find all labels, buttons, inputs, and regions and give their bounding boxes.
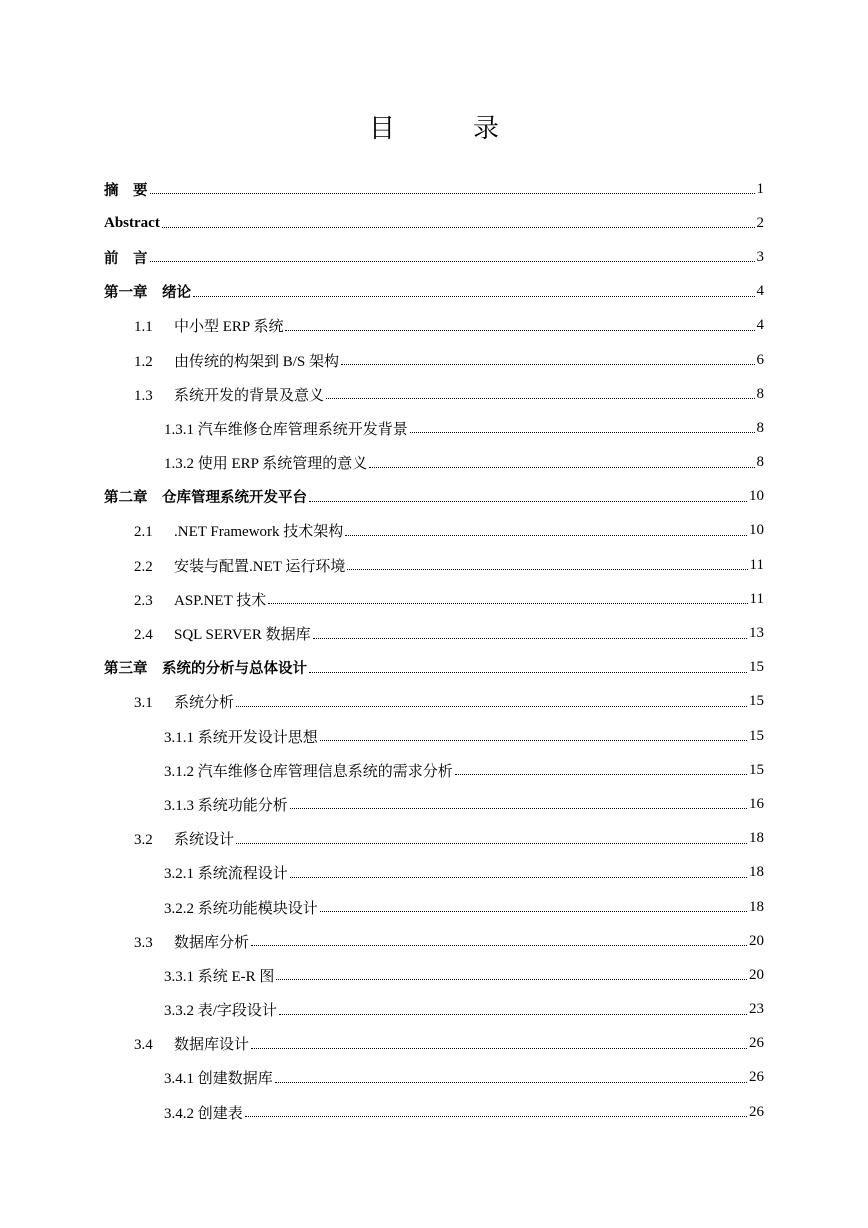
- toc-entry[interactable]: [104, 275, 764, 309]
- toc-entry-text: 安装与配置.NET 运行环境: [174, 558, 346, 575]
- dot-leader: [326, 397, 754, 399]
- toc-entry-number: 3.2: [134, 832, 153, 849]
- toc-entry-number: 3.4: [134, 1037, 153, 1054]
- toc-entry-label: [164, 794, 288, 815]
- toc-entry[interactable]: [104, 206, 764, 240]
- toc-entry-number: 3.3: [134, 934, 153, 951]
- toc-entry[interactable]: [104, 446, 764, 480]
- toc-entry-page: 3: [756, 248, 764, 265]
- toc-entry-text: 系统设计: [174, 832, 235, 849]
- toc-title: 目 录: [368, 114, 525, 144]
- toc-entry-label: [104, 179, 148, 200]
- toc-entry[interactable]: [104, 411, 764, 445]
- toc-entry-label: [104, 657, 307, 678]
- dot-leader: [341, 363, 754, 365]
- toc-entry-text: SQL SERVER 数据库: [174, 627, 311, 644]
- toc-entry-text: 1.3.1 汽车维修仓库管理系统开发背景: [164, 421, 408, 438]
- toc-entry-text: 前 言: [104, 250, 148, 267]
- toc-entry-text: 3.1.1 系统开发设计思想: [164, 729, 318, 746]
- dot-leader: [236, 842, 747, 844]
- toc-entry-label: [134, 315, 283, 336]
- toc-entry-label: [164, 1102, 243, 1123]
- toc-entry-label: [134, 623, 311, 644]
- toc-entry[interactable]: [104, 958, 764, 992]
- toc-entry-number: 2.2: [134, 558, 153, 575]
- toc-entry-label: [164, 760, 453, 781]
- toc-entry-text: 第三章 系统的分析与总体设计: [104, 661, 307, 678]
- toc-entry-label: [164, 897, 318, 918]
- dot-leader: [162, 226, 755, 228]
- dot-leader: [150, 192, 755, 194]
- dot-leader: [309, 500, 747, 502]
- dot-leader: [313, 637, 747, 639]
- toc-entry-page: 11: [749, 590, 764, 607]
- toc-entry-label: [134, 828, 234, 849]
- toc-entry-page: 8: [756, 385, 764, 402]
- dot-leader: [309, 671, 747, 673]
- toc-entry-number: 1.3: [134, 387, 153, 404]
- toc-entry-label: [104, 247, 148, 268]
- toc-entry[interactable]: [104, 993, 764, 1027]
- toc-entry-text: 系统开发的背景及意义: [174, 387, 325, 404]
- toc-entry-label: [164, 965, 274, 986]
- dot-leader: [290, 807, 747, 809]
- toc-entry[interactable]: [104, 240, 764, 274]
- toc-entry-text: 3.3.2 表/字段设计: [164, 1003, 277, 1020]
- dot-leader: [268, 602, 747, 604]
- toc-entry[interactable]: [104, 616, 764, 650]
- toc-entry-label: [104, 215, 160, 232]
- toc-entry-page: 15: [749, 761, 764, 778]
- dot-leader: [410, 431, 755, 433]
- toc-entry[interactable]: [104, 1027, 764, 1061]
- dot-leader: [279, 1013, 747, 1015]
- toc-entry-label: [134, 350, 339, 371]
- toc-entry-page: 8: [756, 454, 764, 471]
- dot-leader: [236, 705, 747, 707]
- toc-entry-page: 16: [749, 795, 764, 812]
- toc-entry-page: 18: [749, 898, 764, 915]
- toc-entry-text: 3.4.1 创建数据库: [164, 1071, 273, 1088]
- toc-entry-label: [164, 862, 288, 883]
- toc-entry-number: 2.4: [134, 627, 153, 644]
- toc-entry-label: [134, 589, 266, 610]
- dot-leader: [290, 876, 747, 878]
- toc-entry-text: 3.1.3 系统功能分析: [164, 797, 288, 814]
- toc-entry-text: 3.1.2 汽车维修仓库管理信息系统的需求分析: [164, 763, 453, 780]
- toc-entry-text: 由传统的构架到 B/S 架构: [174, 353, 340, 370]
- toc-entry-label: [134, 384, 324, 405]
- dot-leader: [320, 910, 747, 912]
- toc-entry[interactable]: [104, 514, 764, 548]
- dot-leader: [150, 260, 755, 262]
- toc-entry-label: [134, 1033, 249, 1054]
- dot-leader: [285, 329, 754, 331]
- toc-entry-label: [164, 1067, 273, 1088]
- dot-leader: [276, 978, 747, 980]
- toc-entry[interactable]: [104, 924, 764, 958]
- dot-leader: [251, 944, 747, 946]
- toc-entry[interactable]: [104, 172, 764, 206]
- toc-entry[interactable]: [104, 343, 764, 377]
- toc-entry-text: ASP.NET 技术: [174, 592, 267, 609]
- toc-entry-page: 23: [749, 1001, 764, 1018]
- toc-entry-page: 6: [756, 351, 764, 368]
- toc-entry-label: [134, 691, 234, 712]
- toc-entry-text: 第二章 仓库管理系统开发平台: [104, 490, 307, 507]
- toc-entry-text: 第一章 绪论: [104, 285, 191, 302]
- toc-entry[interactable]: [104, 1095, 764, 1129]
- dot-leader: [320, 739, 747, 741]
- toc-entry-text: 数据库设计: [174, 1037, 250, 1054]
- toc-entry-page: 20: [749, 966, 764, 983]
- toc-entry[interactable]: [104, 856, 764, 890]
- toc-entry[interactable]: [104, 822, 764, 856]
- toc-entry-text: 摘 要: [104, 182, 148, 199]
- dot-leader: [193, 295, 755, 297]
- toc-entry-page: 11: [749, 556, 764, 573]
- toc-entry[interactable]: [104, 1061, 764, 1095]
- toc-entry[interactable]: [104, 890, 764, 924]
- toc-entry[interactable]: [104, 548, 764, 582]
- toc-entry-text: 3.2.1 系统流程设计: [164, 866, 288, 883]
- toc-entry-number: 1.1: [134, 319, 153, 336]
- toc-entry-text: 系统分析: [174, 695, 235, 712]
- toc-entry-page: 13: [749, 625, 764, 642]
- dot-leader: [251, 1047, 747, 1049]
- dot-leader: [345, 534, 747, 536]
- toc-entry-text: 中小型 ERP 系统: [174, 319, 284, 336]
- toc-entry-page: 26: [749, 1069, 764, 1086]
- toc-entry-page: 10: [749, 522, 764, 539]
- toc-entry-label: [164, 452, 367, 473]
- toc-entry-page: 18: [749, 830, 764, 847]
- toc-entry-number: 2.3: [134, 592, 153, 609]
- toc-entry-number: 1.2: [134, 353, 153, 370]
- toc-entry-text: .NET Framework 技术架构: [174, 524, 344, 541]
- toc-entry[interactable]: [104, 309, 764, 343]
- toc-entry[interactable]: [104, 480, 764, 514]
- toc-entry-page: 26: [749, 1035, 764, 1052]
- toc-entry-text: 数据库分析: [174, 934, 250, 951]
- toc-entry-label: [134, 520, 343, 541]
- dot-leader: [347, 568, 747, 570]
- toc-entry-page: 4: [756, 317, 764, 334]
- toc-entry[interactable]: [104, 719, 764, 753]
- toc-entry-page: 15: [749, 659, 764, 676]
- toc-entry-page: 4: [756, 283, 764, 300]
- dot-leader: [245, 1115, 747, 1117]
- toc-entry-page: 15: [749, 693, 764, 710]
- toc-entry-label: [134, 555, 345, 576]
- toc-entry[interactable]: [104, 377, 764, 411]
- toc-entry-page: 15: [749, 727, 764, 744]
- dot-leader: [455, 773, 747, 775]
- toc-entry-text: 1.3.2 使用 ERP 系统管理的意义: [164, 456, 368, 473]
- table-of-contents: [104, 172, 764, 1129]
- toc-entry-number: 3.1: [134, 695, 153, 712]
- toc-entry-page: 2: [756, 214, 764, 231]
- dot-leader: [275, 1081, 747, 1083]
- dot-leader: [369, 466, 754, 468]
- toc-entry-label: [164, 418, 408, 439]
- toc-entry-text: 3.4.2 创建表: [164, 1105, 243, 1122]
- toc-entry-label: [104, 486, 307, 507]
- toc-entry[interactable]: [104, 787, 764, 821]
- toc-entry-label: [134, 931, 249, 952]
- toc-entry[interactable]: [104, 753, 764, 787]
- toc-entry-text: 3.3.1 系统 E-R 图: [164, 968, 275, 985]
- toc-entry-label: [104, 281, 191, 302]
- toc-entry-page: 10: [749, 488, 764, 505]
- toc-entry-text: Abstract: [104, 214, 160, 231]
- toc-entry-label: [164, 726, 318, 747]
- toc-entry-page: 1: [756, 180, 764, 197]
- toc-entry[interactable]: [104, 582, 764, 616]
- toc-entry-page: 8: [756, 419, 764, 436]
- toc-entry-page: 18: [749, 864, 764, 881]
- toc-entry-page: 20: [749, 932, 764, 949]
- toc-entry[interactable]: [104, 651, 764, 685]
- toc-entry[interactable]: [104, 685, 764, 719]
- toc-entry-label: [164, 999, 277, 1020]
- toc-entry-number: 2.1: [134, 524, 153, 541]
- toc-entry-text: 3.2.2 系统功能模块设计: [164, 900, 318, 917]
- toc-entry-page: 26: [749, 1103, 764, 1120]
